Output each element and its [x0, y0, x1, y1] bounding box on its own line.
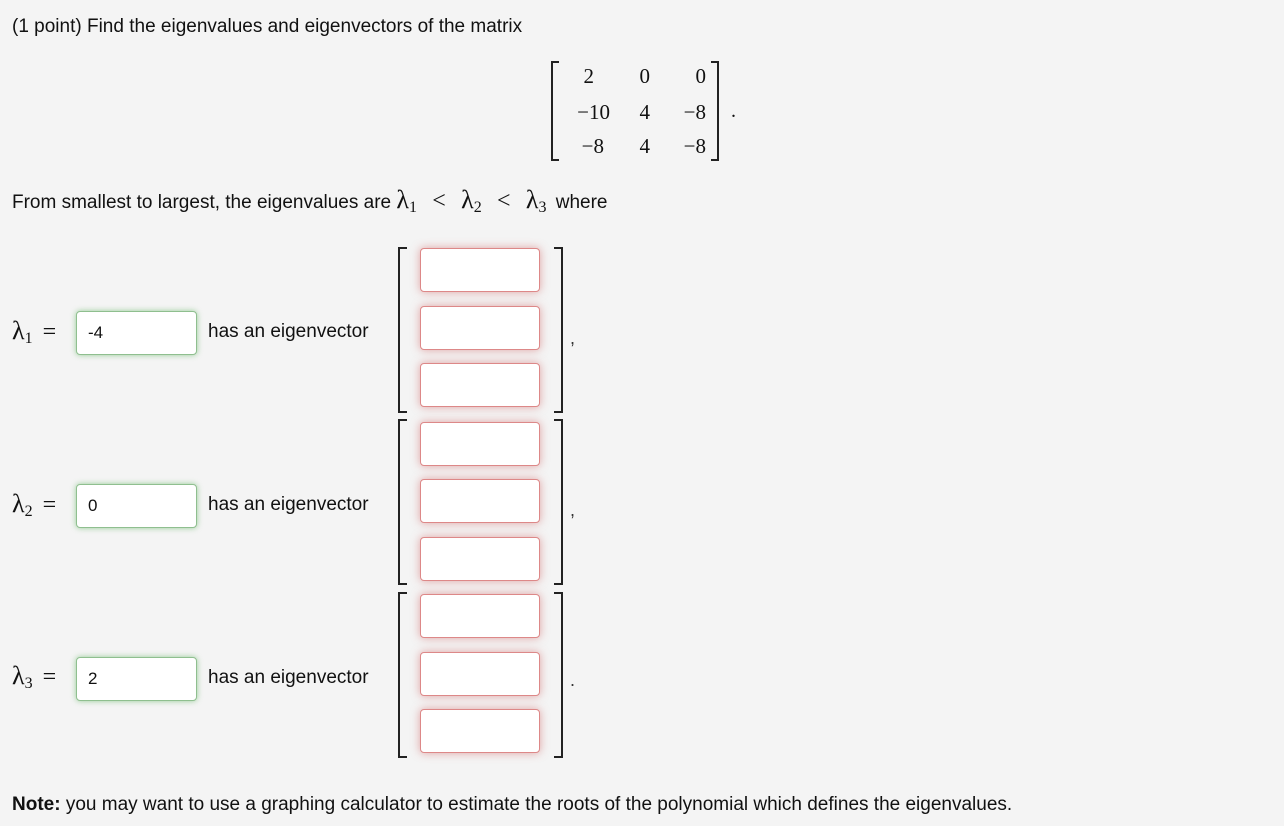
subscript: 3	[24, 675, 33, 692]
ordering-statement	[12, 185, 607, 215]
less-than: <	[432, 188, 446, 214]
eigenvector-2-right-bracket	[554, 419, 563, 585]
eigenvalue-input-2[interactable]	[76, 484, 197, 528]
lambda-symbol: λ	[525, 185, 539, 214]
equals-sign: =	[42, 492, 57, 518]
eigenvector-2-left-bracket	[398, 419, 407, 585]
eigenvalue-label-3	[12, 661, 66, 691]
eigenvector-3-right-bracket	[554, 592, 563, 758]
matrix-cell: −10	[577, 100, 610, 124]
matrix-cell: 4	[639, 100, 650, 124]
eigenvector-2-component-2[interactable]	[420, 479, 540, 523]
subscript: 1	[409, 199, 418, 216]
equals-sign: =	[42, 319, 57, 345]
lambda-symbol: λ	[461, 185, 474, 214]
eigenvector-3-left-bracket	[398, 592, 407, 758]
eigenvector-3-component-3[interactable]	[420, 709, 540, 753]
eigenvalue-input-1[interactable]	[76, 311, 197, 355]
eigenvector-1-left-bracket	[398, 247, 407, 413]
matrix-cell: 0	[639, 64, 650, 88]
matrix-cell: −8	[683, 100, 706, 124]
lambda-symbol: λ	[12, 316, 25, 345]
eigenvector-label-3: has an eigenvector	[208, 667, 369, 688]
eigenvector-1-component-3[interactable]	[420, 363, 540, 407]
matrix-cell: −8	[581, 134, 604, 158]
subscript: 1	[24, 330, 33, 347]
eigenvector-label-1: has an eigenvector	[208, 321, 369, 342]
where-text: where	[555, 192, 608, 213]
eigenvector-3-component-2[interactable]	[420, 652, 540, 696]
subscript: 2	[24, 503, 33, 520]
eigenvector-1-right-bracket	[554, 247, 563, 413]
note-text: you may want to use a graphing calculator to estimate the roots of the polynomial which defines the eigenvalues.	[65, 794, 1013, 815]
ordering-text: From smallest to largest, the eigenvalues are	[12, 192, 392, 213]
matrix-cell: 2	[583, 64, 594, 88]
matrix-cell: 0	[695, 64, 706, 88]
eigenvalue-label-1	[12, 316, 66, 346]
matrix-period: .	[731, 100, 736, 122]
eigenvalue-input-3[interactable]	[76, 657, 197, 701]
eigenvector-2-comma: ,	[570, 500, 576, 520]
equals-sign: =	[42, 664, 57, 690]
matrix-cell: 4	[639, 134, 650, 158]
eigenvector-1-component-2[interactable]	[420, 306, 540, 350]
lambda-symbol: λ	[12, 489, 25, 518]
lambda-symbol: λ	[12, 661, 25, 690]
problem-statement: (1 point) Find the eigenvalues and eigenvectors of the matrix	[12, 16, 523, 37]
eigenvector-2-component-3[interactable]	[420, 537, 540, 581]
matrix-cell: −8	[683, 134, 706, 158]
less-than: <	[497, 188, 511, 214]
eigenvector-3-component-1[interactable]	[420, 594, 540, 638]
lambda-symbol: λ	[396, 185, 410, 214]
eigenvector-1-comma: ,	[570, 328, 576, 348]
eigenvector-3-period: .	[570, 670, 576, 690]
note-label: Note:	[12, 794, 61, 815]
subscript: 3	[538, 199, 547, 216]
eigenvector-1-component-1[interactable]	[420, 248, 540, 292]
eigenvector-2-component-1[interactable]	[420, 422, 540, 466]
eigenvalue-label-2	[12, 489, 66, 519]
subscript: 2	[473, 199, 482, 216]
note	[12, 794, 1012, 816]
matrix	[551, 61, 719, 161]
matrix-right-bracket	[711, 61, 719, 161]
eigenvector-label-2: has an eigenvector	[208, 494, 369, 515]
